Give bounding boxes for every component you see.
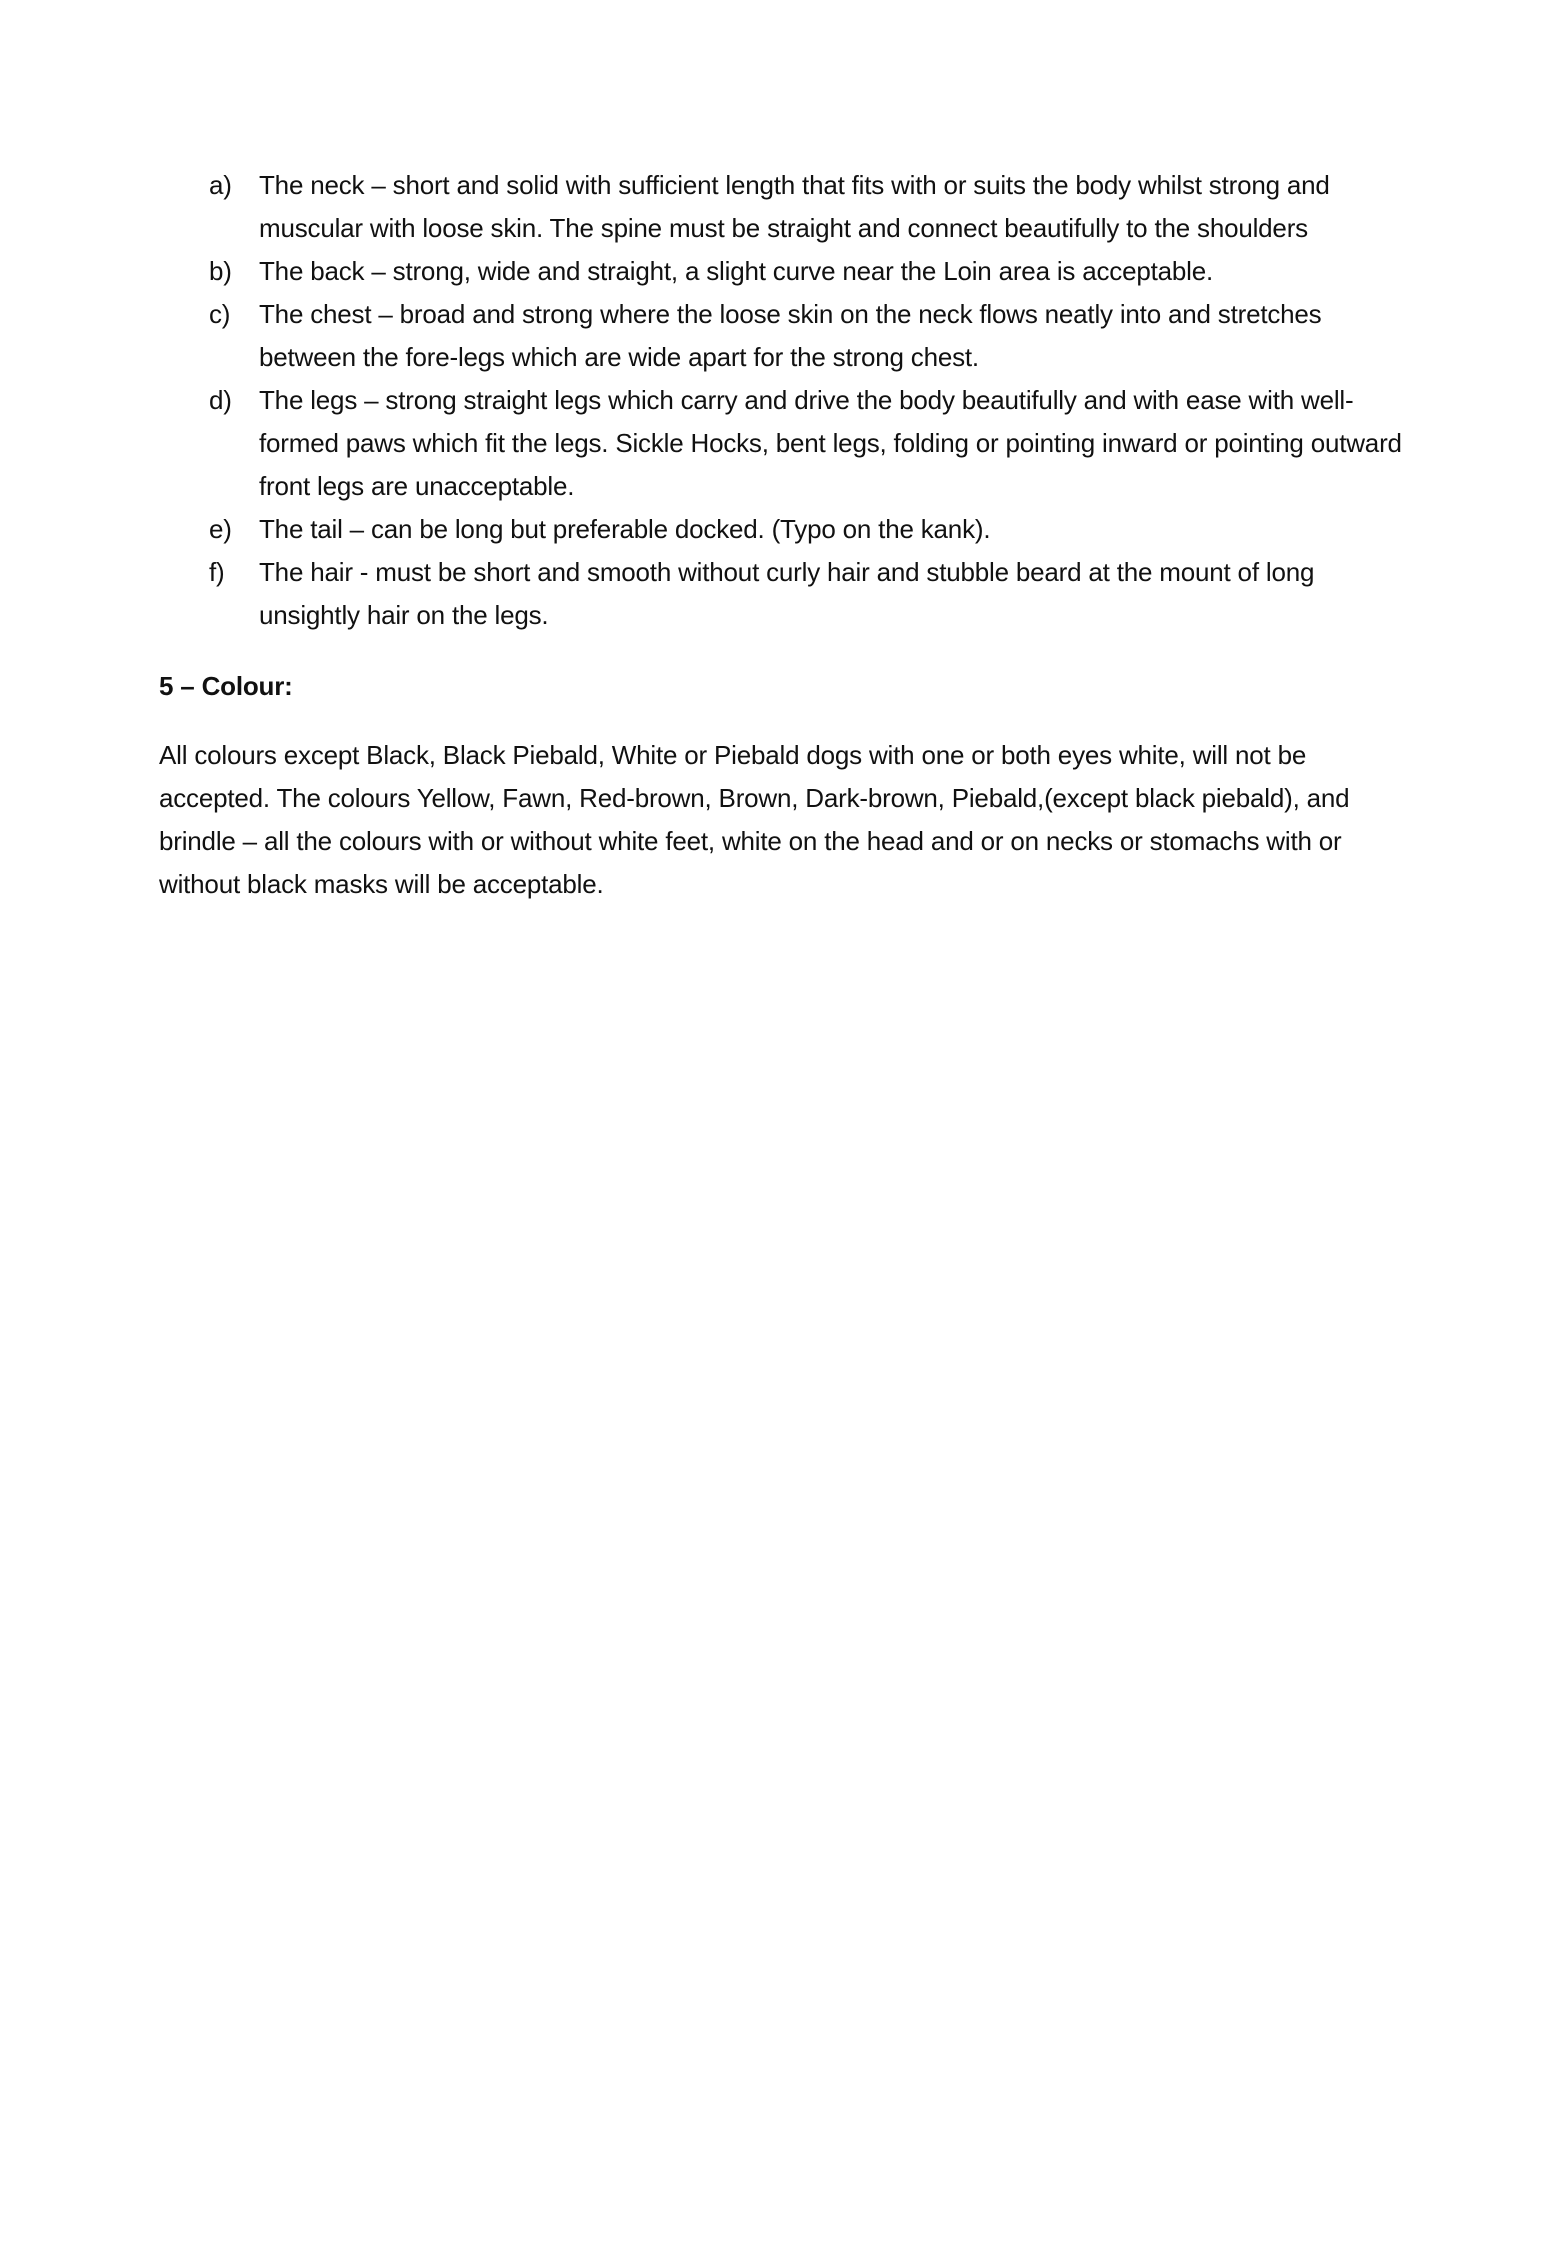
list-marker: b) [209,256,232,286]
list-item-text: The legs – strong straight legs which carry and drive the body beautifully and with ease with well-formed paws which fit the legs. Sickle Hocks, bent legs, folding or pointing inward or pointing outward front legs are unacceptable. [259,385,1402,501]
colour-paragraph: All colours except Black, Black Piebald, White or Piebald dogs with one or both eyes white, will not be accepted. The colours Yellow, Fawn, Red-brown, Brown, Dark-brown, Piebald,(except black piebald), and brindle – all the colours with or without white feet, white on the head and or on necks or stomachs with or without black masks will be acceptable. [159,740,1350,899]
list-item [159,508,1404,551]
list-marker: f) [209,557,225,587]
list-marker: e) [209,514,232,544]
list-item [159,551,1404,637]
list-item-text: The hair - must be short and smooth without curly hair and stubble beard at the mount of long unsightly hair on the legs. [259,557,1315,630]
list-marker: c) [209,299,231,329]
section-heading: 5 – Colour: [159,671,293,701]
list-item [159,250,1404,293]
list-item [159,293,1404,379]
list-item [159,164,1404,250]
list-item-text: The back – strong, wide and straight, a slight curve near the Loin area is acceptable. [259,256,1214,286]
list-marker: a) [209,170,232,200]
list-item-text: The chest – broad and strong where the loose skin on the neck flows neatly into and stretches between the fore-legs which are wide apart for the strong chest. [259,299,1322,372]
document-body [159,164,1404,906]
list-item-text: The tail – can be long but preferable docked. (Typo on the kank). [259,514,991,544]
list-item-text: The neck – short and solid with sufficient length that fits with or suits the body whilst strong and muscular with loose skin. The spine must be straight and connect beautifully to the shoulders [259,170,1330,243]
features-list [159,164,1404,637]
list-item [159,379,1404,508]
list-marker: d) [209,385,232,415]
